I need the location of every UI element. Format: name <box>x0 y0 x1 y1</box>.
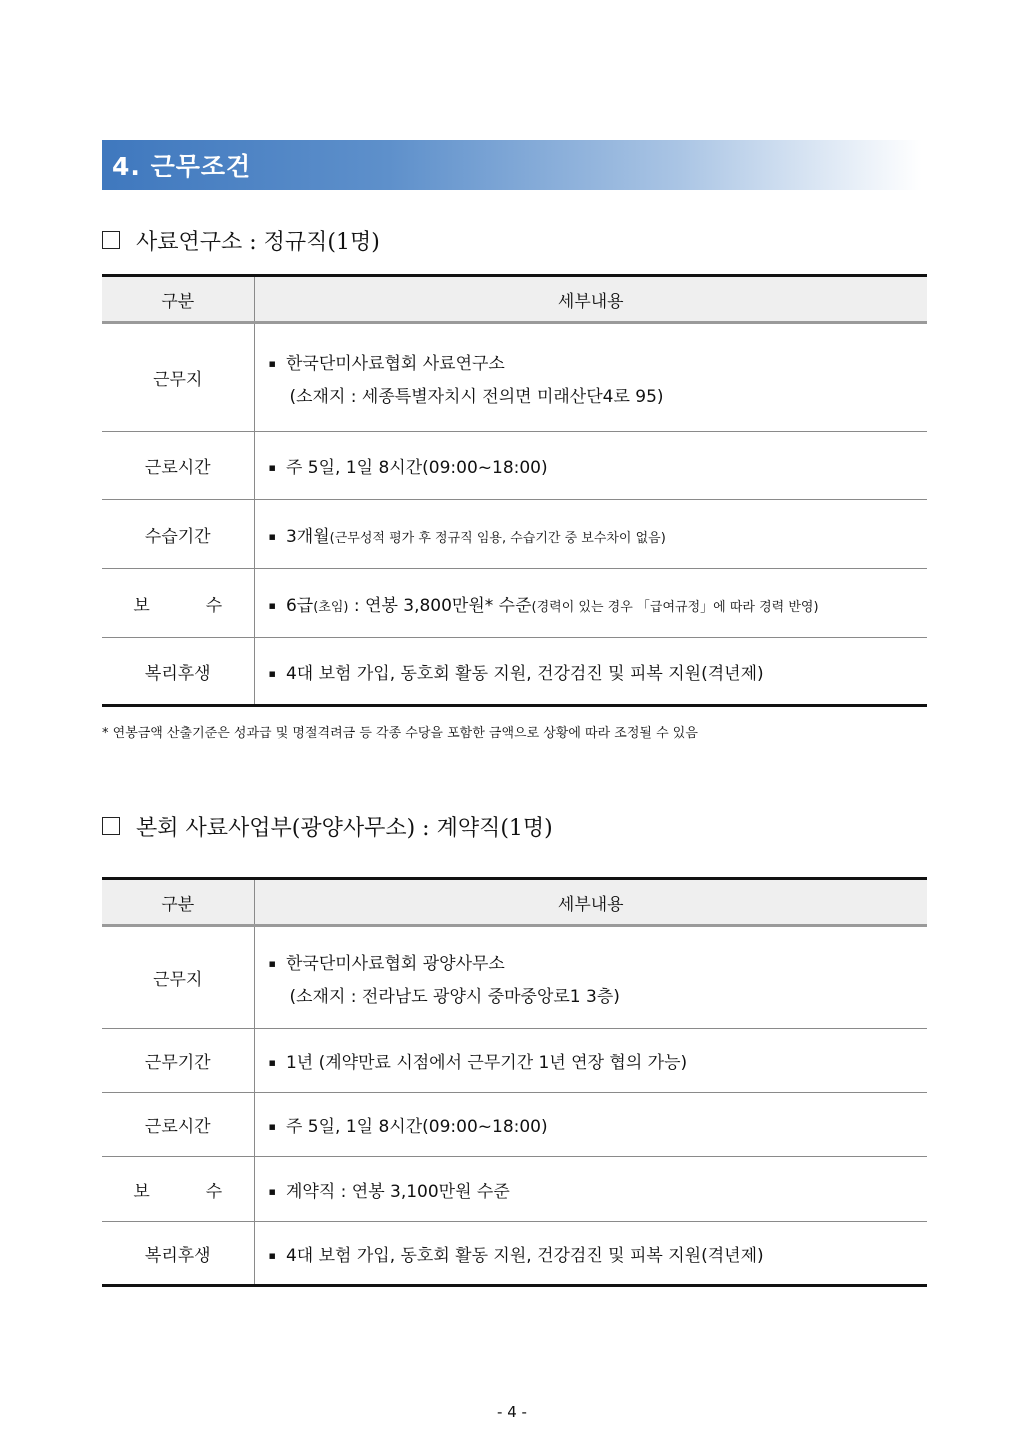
checkbox-icon <box>102 817 120 835</box>
pay-grade: 6급 <box>285 595 314 616</box>
office-heading-row <box>102 810 553 842</box>
bullet-icon: ▪ <box>268 529 276 543</box>
hours-text: 주 5일, 1일 8시간(09:00~18:00) <box>285 458 548 478</box>
table-row <box>102 926 927 1029</box>
office-conditions-table <box>102 877 927 1287</box>
header-details: 세부내용 <box>254 276 927 323</box>
table-row <box>102 1222 927 1286</box>
page-number: - 4 - <box>497 1403 527 1421</box>
welfare-text: 4대 보험 가입, 동호회 활동 지원, 건강검진 및 피복 지원(격년제) <box>285 663 764 684</box>
table-row <box>102 1093 927 1157</box>
row-label <box>102 569 254 638</box>
pay-label-a: 보 <box>133 1181 150 1202</box>
bullet-icon: ▪ <box>268 1248 276 1262</box>
welfare-text: 4대 보험 가입, 동호회 활동 지원, 건강검진 및 피복 지원(격년제) <box>285 1245 764 1266</box>
row-content <box>254 926 927 1029</box>
bullet-icon: ▪ <box>268 956 276 970</box>
section-title: 4. 근무조건 <box>112 152 252 181</box>
header-details: 세부내용 <box>254 879 927 926</box>
table-header-row <box>102 879 927 926</box>
row-label: 근무지 <box>102 323 254 432</box>
row-content <box>254 1222 927 1286</box>
pay-text: 계약직 : 연봉 3,100만원 수준 <box>285 1181 510 1202</box>
probation-main: 3개월 <box>285 526 330 547</box>
header-category: 구분 <box>102 276 254 323</box>
section-banner <box>102 140 922 190</box>
table-row <box>102 500 927 569</box>
bullet-icon: ▪ <box>268 666 276 680</box>
table-row <box>102 638 927 706</box>
pay-label-b: 수 <box>205 595 223 616</box>
bullet-icon: ▪ <box>268 461 276 474</box>
row-content <box>254 1093 927 1157</box>
pay-label-a: 보 <box>133 595 150 616</box>
table-row <box>102 569 927 638</box>
bullet-icon: ▪ <box>268 1056 276 1069</box>
workplace-name: 한국단미사료협회 광양사무소 <box>285 953 505 974</box>
table-row <box>102 323 927 432</box>
pay-note: (경력이 있는 경우 「급여규정」에 따라 경력 반영) <box>531 599 819 615</box>
row-content <box>254 638 927 706</box>
bullet-icon: ▪ <box>268 598 276 612</box>
lab-heading-row <box>102 224 380 256</box>
office-heading: 본회 사료사업부(광양사무소) : 계약직(1명) <box>136 815 553 841</box>
lab-conditions-table <box>102 274 927 707</box>
row-label <box>102 1157 254 1222</box>
pay-main: : 연봉 3,800만원* 수준 <box>348 595 532 616</box>
probation-note: (근무성적 평가 후 정규직 임용, 수습기간 중 보수차이 없음) <box>329 530 666 546</box>
period-text: 1년 (계약만료 시점에서 근무기간 1년 연장 협의 가능) <box>285 1053 688 1073</box>
row-content <box>254 432 927 500</box>
workplace-address: (소재지 : 전라남도 광양시 중마중앙로1 3층) <box>289 986 620 1007</box>
row-label: 근로시간 <box>102 432 254 500</box>
row-label: 근무기간 <box>102 1029 254 1093</box>
row-label: 근로시간 <box>102 1093 254 1157</box>
table-header-row <box>102 276 927 323</box>
workplace-name: 한국단미사료협회 사료연구소 <box>285 353 505 374</box>
pay-label-b: 수 <box>205 1181 223 1202</box>
checkbox-icon <box>102 231 120 249</box>
row-content <box>254 323 927 432</box>
pay-grade-note: (초임) <box>313 599 349 615</box>
row-label: 복리후생 <box>102 1222 254 1286</box>
bullet-icon: ▪ <box>268 356 276 370</box>
header-category: 구분 <box>102 879 254 926</box>
row-content <box>254 500 927 569</box>
row-label: 복리후생 <box>102 638 254 706</box>
hours-text: 주 5일, 1일 8시간(09:00~18:00) <box>285 1117 548 1137</box>
table-row <box>102 432 927 500</box>
row-content <box>254 1157 927 1222</box>
bullet-icon: ▪ <box>268 1120 276 1133</box>
row-label: 수습기간 <box>102 500 254 569</box>
workplace-address: (소재지 : 세종특별자치시 전의면 미래산단4로 95) <box>289 386 664 407</box>
row-label: 근무지 <box>102 926 254 1029</box>
bullet-icon: ▪ <box>268 1184 276 1198</box>
footnote: * 연봉금액 산출기준은 성과급 및 명절격려금 등 각종 수당을 포함한 금액으로 상황에 따라 조정될 수 있음 <box>102 726 698 741</box>
row-content <box>254 1029 927 1093</box>
table-row <box>102 1029 927 1093</box>
row-content <box>254 569 927 638</box>
table-row <box>102 1157 927 1222</box>
lab-heading: 사료연구소 : 정규직(1명) <box>136 229 380 255</box>
